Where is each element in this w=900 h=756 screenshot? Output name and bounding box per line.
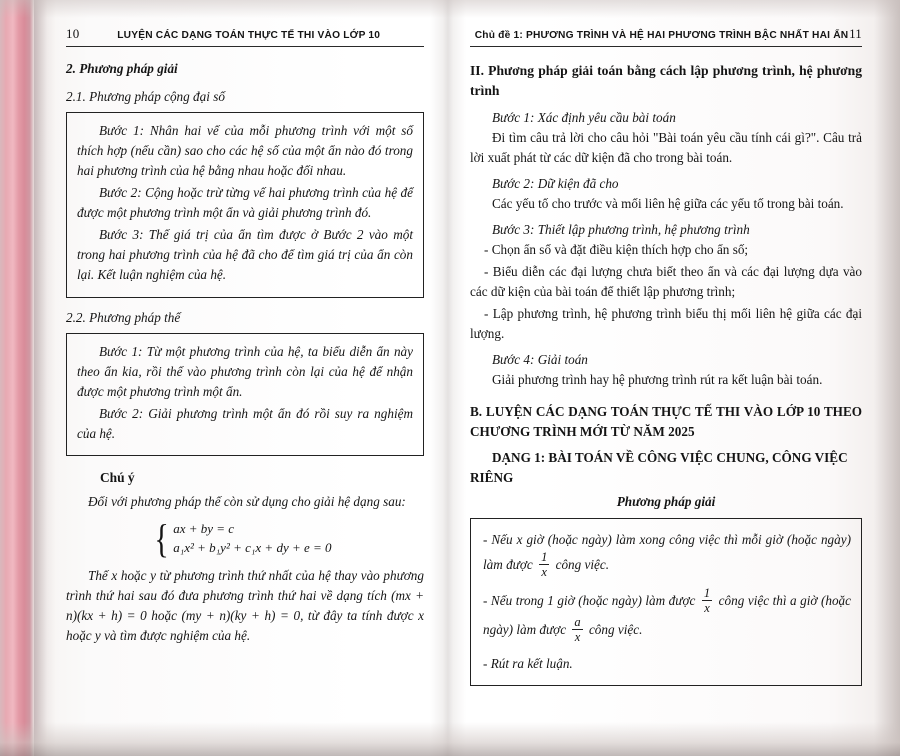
step-2-body: Các yếu tố cho trước và mối liên hệ giữa các yếu tố trong bài toán. bbox=[492, 195, 844, 211]
page-bottom-shadow bbox=[0, 722, 900, 756]
right-page-header bbox=[470, 26, 862, 47]
fraction-denominator: x bbox=[572, 629, 582, 644]
box1-step-2: Bước 2: Cộng hoặc trừ từng vế hai phương trình của hệ để được một phương trình một ẩn và giải phương trình đó. bbox=[77, 185, 413, 221]
right-edge-shadow bbox=[874, 0, 900, 756]
left-note-intro: Đối với phương pháp thế còn sử dụng cho giải hệ dạng sau: bbox=[88, 493, 406, 509]
method-rule-1-suffix: công việc. bbox=[555, 556, 610, 572]
left-subsection-2-title: 2.2. Phương pháp thế bbox=[66, 309, 181, 325]
left-subsection-1-title: 2.1. Phương pháp cộng đại số bbox=[66, 89, 225, 104]
book-edge-shadow bbox=[34, 0, 56, 756]
step-3-bullet-1: - Chọn ẩn số và đặt điều kiện thích hợp cho ẩn số; bbox=[484, 241, 749, 257]
left-page-number: 10 bbox=[66, 26, 80, 41]
page-top-shadow bbox=[0, 0, 900, 18]
left-page bbox=[56, 0, 432, 756]
fraction-numerator: a bbox=[574, 614, 581, 629]
fraction-one-over-x bbox=[539, 551, 549, 580]
brace-glyph: { bbox=[154, 515, 169, 561]
equation-line-2: a₁x² + b₁y² + c₁x + dy + e = 0 bbox=[173, 539, 332, 555]
fraction-denominator: x bbox=[539, 564, 549, 579]
right-section-title: II. Phương pháp giải toán bằng cách lập phương trình, hệ phương trình bbox=[470, 63, 862, 99]
left-note-body: Thế x hoặc y từ phương trình thứ nhất của hệ thay vào phương trình thứ hai sau đó đưa phương trình thứ hai về dạng tích (mx + n)(kx + h) = 0 hoặc (my + n)(ky + h) = 0, từ đây ta tính được x hoặc y và tìm được nghiệm của hệ. bbox=[66, 567, 424, 643]
section-b-title: B. LUYỆN CÁC DẠNG TOÁN THỰC TẾ THI VÀO LỚP 10 THEO CHƯƠNG TRÌNH MỚI TỪ NĂM 2025 bbox=[470, 404, 862, 440]
book-edge-decoration bbox=[0, 0, 34, 756]
step-3-bullet-2: - Biểu diễn các đại lượng chưa biết theo ẩn và các đại lượng dựa vào các dữ kiện của bài toán để thiết lập phương trình; bbox=[470, 264, 862, 300]
left-section-title: 2. Phương pháp giải bbox=[66, 61, 178, 76]
fraction-numerator: 1 bbox=[703, 586, 711, 601]
book-gutter bbox=[430, 0, 466, 756]
box2-step-2: Bước 2: Giải phương trình một ẩn đó rồi suy ra nghiệm của hệ. bbox=[77, 405, 413, 441]
left-box-cong-dai-so bbox=[66, 112, 424, 298]
step-4-body: Giải phương trình hay hệ phương trình rút ra kết luận bài toán. bbox=[492, 372, 823, 388]
left-note-title: Chú ý bbox=[100, 469, 135, 485]
step-2-head: Bước 2: Dữ kiện đã cho bbox=[492, 175, 619, 191]
left-box-the bbox=[66, 333, 424, 456]
method-rule-2-suffix: công việc. bbox=[588, 621, 643, 637]
fraction-denominator: x bbox=[702, 600, 712, 615]
method-box bbox=[470, 518, 862, 687]
method-rule-1 bbox=[483, 528, 851, 580]
fraction-numerator: 1 bbox=[541, 549, 548, 564]
equation-line-1: ax + by = c bbox=[173, 520, 235, 536]
method-rule-2-prefix: - Nếu trong 1 giờ (hoặc ngày) làm được bbox=[483, 593, 696, 609]
step-4-head: Bước 4: Giải toán bbox=[492, 352, 588, 368]
method-heading: Phương pháp giải bbox=[616, 493, 716, 509]
fraction-one-over-x-2 bbox=[702, 587, 712, 616]
left-page-header bbox=[66, 26, 424, 47]
step-1-body: Đi tìm câu trả lời cho câu hỏi "Bài toán yêu cầu tính cái gì?". Câu trả lời xuất phát từ các dữ kiện đã cho trong bài toán. bbox=[470, 129, 862, 165]
dang-1-title: DẠNG 1: BÀI TOÁN VỀ CÔNG VIỆC CHUNG, CÔNG VIỆC RIÊNG bbox=[470, 449, 848, 485]
fraction-a-over-x bbox=[572, 616, 582, 645]
box1-step-3: Bước 3: Thế giá trị của ẩn tìm được ở Bước 2 vào một trong hai phương trình của hệ đã cho để tìm giá trị của ẩn còn lại. Kết luận nghiệm của hệ. bbox=[77, 227, 413, 283]
method-rule-2 bbox=[483, 587, 851, 644]
left-running-head: LUYỆN CÁC DẠNG TOÁN THỰC TẾ THI VÀO LỚP 10 bbox=[117, 30, 381, 41]
step-1-head: Bước 1: Xác định yêu cầu bài toán bbox=[492, 109, 676, 125]
right-page-number: 11 bbox=[849, 26, 862, 41]
right-running-head: Chủ đề 1: PHƯƠNG TRÌNH VÀ HỆ HAI PHƯƠNG TRÌNH BẬC NHẤT HAI ẨN bbox=[474, 30, 849, 41]
box2-step-1: Bước 1: Từ một phương trình của hệ, ta biểu diễn ẩn này theo ẩn kia, rồi thế vào phương trình còn lại của hệ để nhận được một phương trình một ẩn. bbox=[77, 343, 413, 399]
right-page bbox=[462, 0, 874, 756]
method-rule-3: - Rút ra kết luận. bbox=[483, 656, 573, 672]
equation-system bbox=[152, 515, 424, 561]
method-rule-2-middle: công việc thì a giờ (hoặc ngày) làm được bbox=[483, 593, 852, 637]
box1-step-1: Bước 1: Nhân hai vế của mỗi phương trình với một số thích hợp (nếu cần) sao cho các hệ số của một ẩn nào đó trong hai phương trình của hệ bằng nhau hoặc đối nhau. bbox=[77, 123, 413, 179]
step-3-head: Bước 3: Thiết lập phương trình, hệ phương trình bbox=[492, 221, 750, 237]
method-rule-1-prefix: - Nếu x giờ (hoặc ngày) làm xong công việc thì mỗi giờ (hoặc ngày) làm được bbox=[483, 531, 851, 572]
equation-system-lines bbox=[173, 520, 331, 558]
step-3-bullet-3: - Lập phương trình, hệ phương trình biểu thị mối liên hệ giữa các đại lượng. bbox=[470, 306, 862, 342]
